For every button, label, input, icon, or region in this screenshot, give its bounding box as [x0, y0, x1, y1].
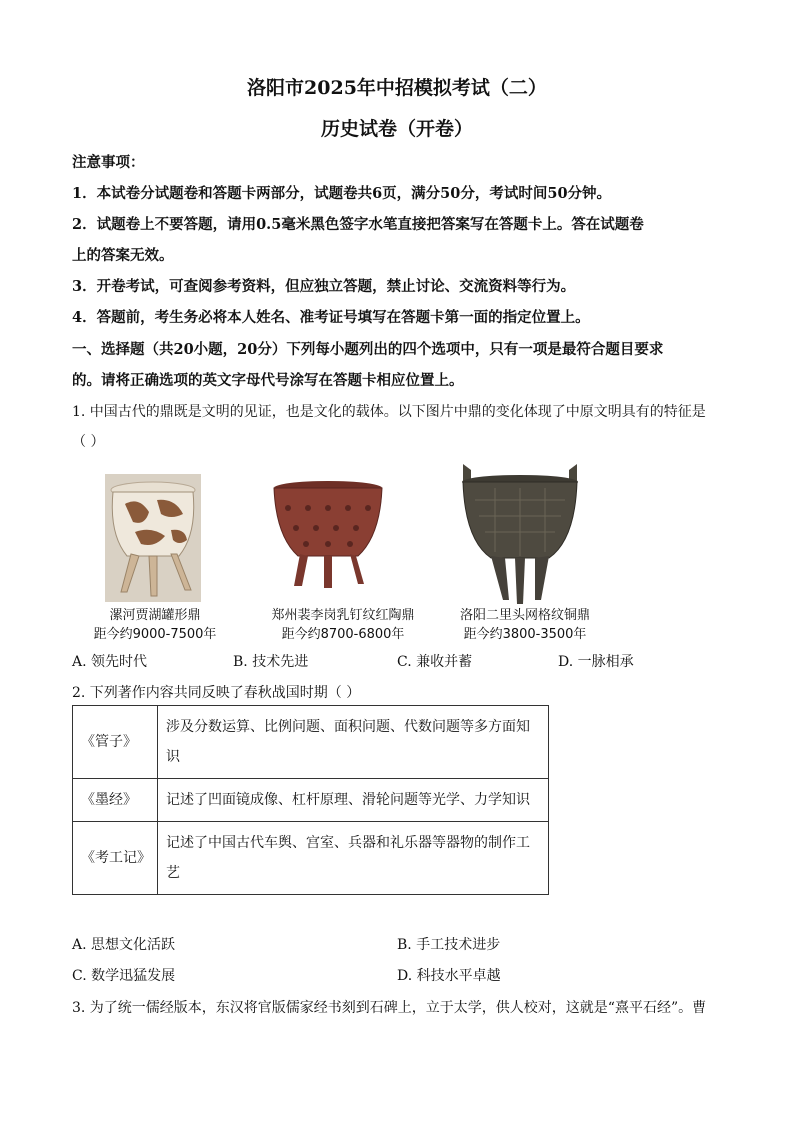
- question-1-stem-line-2: （ ）: [72, 434, 105, 450]
- image-1-caption: [80, 606, 230, 644]
- notice-heading: 注意事项：: [72, 154, 145, 171]
- question-2-option-d[interactable]: D. 科技水平卓越: [397, 968, 501, 984]
- question-2-table: [72, 705, 549, 895]
- question-1-option-d[interactable]: D. 一脉相承: [558, 654, 634, 670]
- notice-item-4: 4．答题前，考生务必将本人姓名、准考证号填写在答题卡第一面的指定位置上。: [72, 309, 590, 326]
- question-1-stem-line-1: 1. 中国古代的鼎既是文明的见证，也是文化的载体。以下图片中鼎的变化体现了中原文明具有的特征是: [72, 404, 706, 420]
- image-1-date: 距今约9000-7500年: [93, 627, 217, 642]
- exam-subtitle: 历史试卷（开卷）: [320, 118, 473, 140]
- exam-title: 洛阳市2025年中招模拟考试（二）: [247, 77, 547, 99]
- notice-item-1: 1．本试卷分试题卷和答题卡两部分，试题卷共6页，满分50分，考试时间50分钟。: [72, 185, 612, 202]
- section-1-instructions-line-1: 一、选择题（共20小题，20分）下列每小题列出的四个选项中，只有一项是最符合题目要求: [72, 341, 664, 358]
- table-cell-book: 《考工记》: [73, 822, 158, 895]
- table-cell-content: 记述了中国古代车舆、宫室、兵器和礼乐器等器物的制作工艺: [158, 822, 549, 895]
- notice-item-3: 3．开卷考试，可查阅参考资料，但应独立答题，禁止讨论、交流资料等行为。: [72, 278, 576, 295]
- question-1-option-c[interactable]: C. 兼收并蓄: [397, 654, 473, 670]
- jiahu-pot-ding-image: [105, 474, 201, 602]
- image-2-caption: [255, 606, 431, 644]
- image-2-date: 距今约8700-6800年: [281, 627, 405, 642]
- image-3-name: 洛阳二里头网格纹铜鼎: [459, 608, 590, 623]
- notice-item-2-line-1: 2．试题卷上不要答题，请用0.5毫米黑色签字水笔直接把答案写在答题卡上。答在试题卷: [72, 216, 644, 233]
- table-row: [73, 779, 549, 822]
- table-cell-book: 《墨经》: [73, 779, 158, 822]
- erlitou-bronze-ding-image: [455, 460, 585, 606]
- question-2-option-a[interactable]: A. 思想文化活跃: [72, 937, 176, 953]
- notice-item-2-line-2: 上的答案无效。: [72, 247, 174, 264]
- table-cell-content: 记述了凹面镜成像、杠杆原理、滑轮问题等光学、力学知识: [158, 779, 549, 822]
- table-cell-book: 《管子》: [73, 706, 158, 779]
- image-3-date: 距今约3800-3500年: [463, 627, 587, 642]
- peiligang-red-pottery-ding-image: [268, 478, 388, 590]
- table-row: [73, 822, 549, 895]
- image-2-name: 郑州裴李岗乳钉纹红陶鼎: [271, 608, 415, 623]
- question-1-option-b[interactable]: B. 技术先进: [233, 654, 309, 670]
- image-1-name: 漯河贾湖罐形鼎: [109, 608, 201, 623]
- question-2-option-c[interactable]: C. 数学迅猛发展: [72, 968, 176, 984]
- question-2-option-b[interactable]: B. 手工技术进步: [397, 937, 501, 953]
- table-cell-content: 涉及分数运算、比例问题、面积问题、代数问题等多方面知识: [158, 706, 549, 779]
- section-1-instructions-line-2: 的。请将正确选项的英文字母代号涂写在答题卡相应位置上。: [72, 372, 464, 389]
- question-3-stem: 3. 为了统一儒经版本，东汉将官版儒家经书刻到石碑上，立于太学，供人校对，这就是“熹平石经”。曹: [72, 1000, 707, 1016]
- table-row: [73, 706, 549, 779]
- question-2-stem: 2. 下列著作内容共同反映了春秋战国时期（ ）: [72, 685, 361, 701]
- question-1-option-a[interactable]: A. 领先时代: [72, 654, 148, 670]
- image-3-caption: [440, 606, 610, 644]
